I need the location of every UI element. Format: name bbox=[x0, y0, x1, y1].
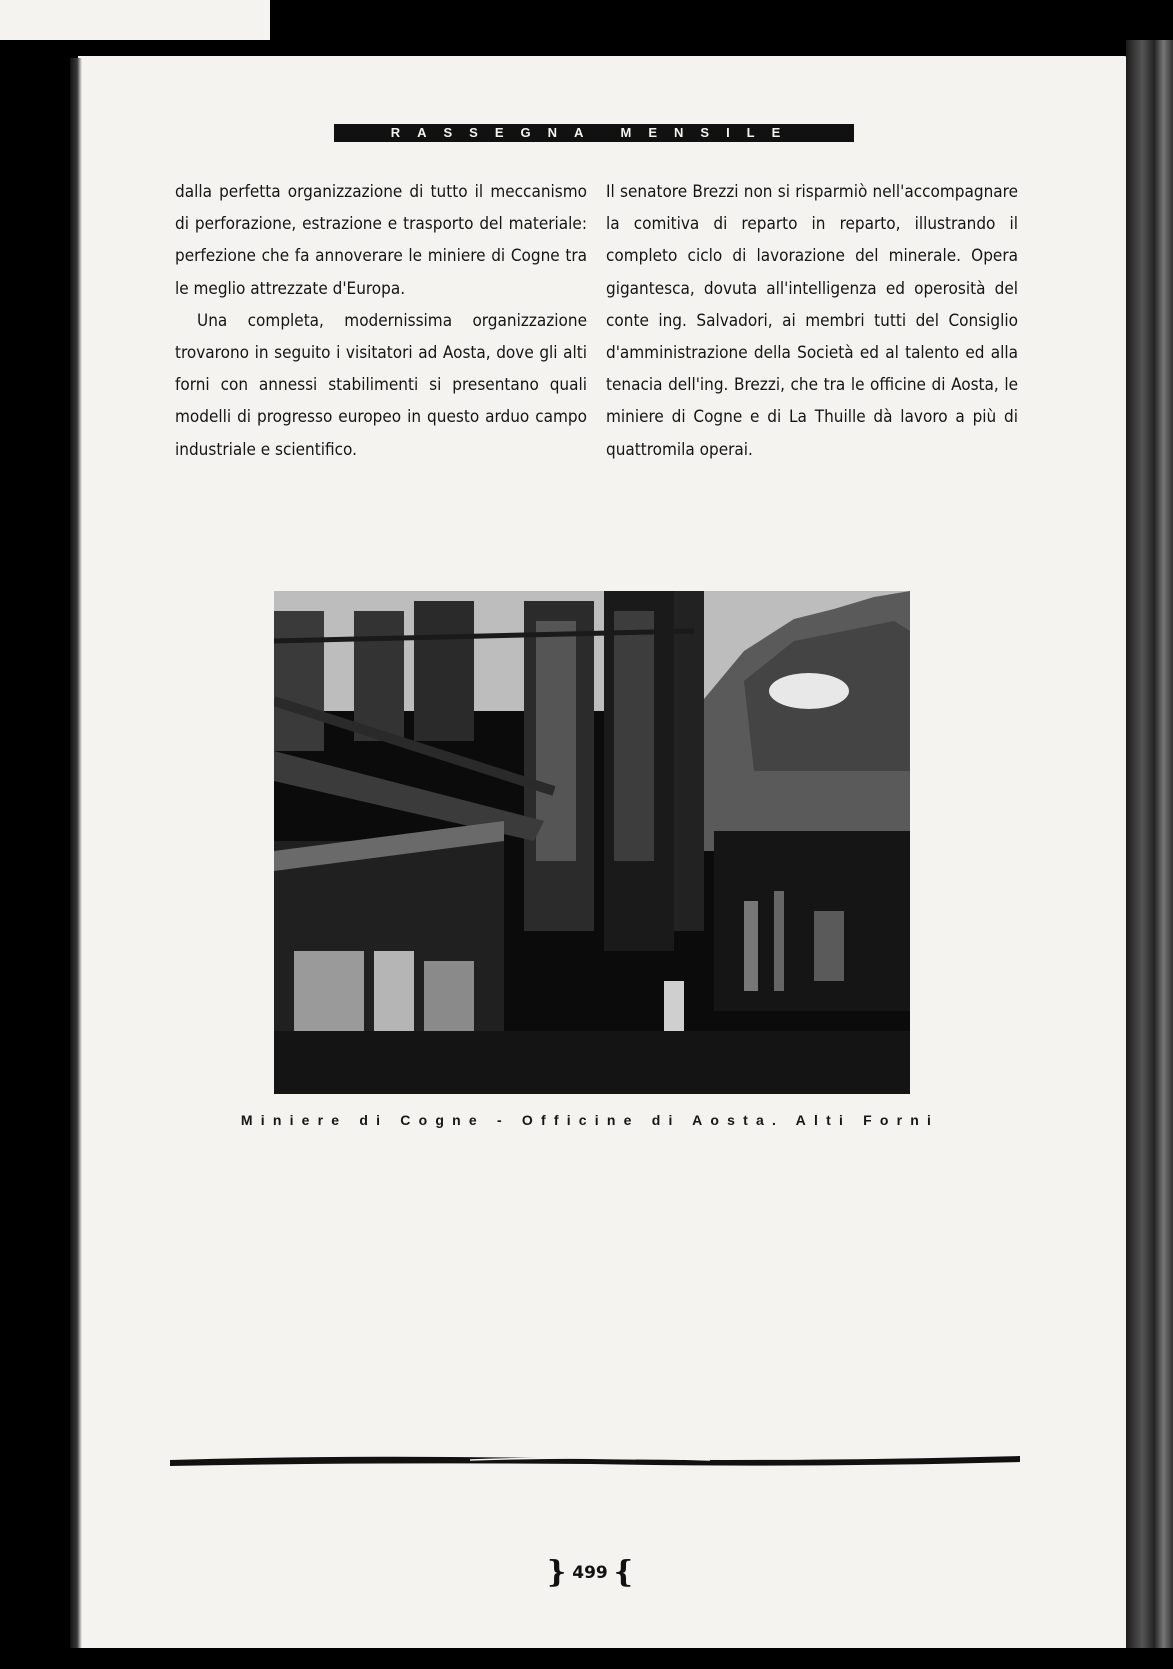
text-column-right bbox=[606, 176, 1018, 466]
paragraph: Una completa, modernissima organizzazione trovarono in seguito i visitatori ad Aosta, dove gli alti forni con annessi stabilimenti si presentano quali modelli di progresso europeo in questo arduo campo industriale e scientifico. bbox=[175, 310, 587, 460]
binding-shadow bbox=[70, 58, 82, 1658]
text-column-left bbox=[175, 176, 587, 466]
brace-left: } bbox=[546, 1555, 567, 1590]
page-number-value: 499 bbox=[572, 1562, 608, 1583]
photo-illustration bbox=[274, 591, 910, 1094]
page-number bbox=[520, 1555, 660, 1590]
paragraph: Il senatore Brezzi non si risparmiò nell'accompagnare la comitiva di reparto in reparto, illustrando il completo ciclo di lavorazione del minerale. Opera gigantesca, dovuta all'intelligenza ed operosità del conte ing. Salvadori, ai membri tutti del Consiglio d'amministrazione della Società ed al talento ed alla tenacia dell'ing. Brezzi, che tra le officine di Aosta, le miniere di Cogne e di La Thuille dà lavoro a più di quattromila operai. bbox=[606, 182, 1018, 460]
paragraph: dalla perfetta organizzazione di tutto il meccanismo di perforazione, estrazione e trasporto del materiale: perfezione che fa annoverare le miniere di Cogne tra le meglio attrezzate d'Europa. bbox=[175, 182, 587, 299]
brace-right: { bbox=[613, 1555, 634, 1590]
decorative-rule bbox=[170, 1450, 1020, 1470]
scan-top-notch bbox=[0, 0, 270, 40]
running-head: RASSEGNA MENSILE bbox=[334, 124, 854, 142]
book-edge bbox=[1126, 40, 1173, 1669]
blast-furnace-photo bbox=[274, 591, 910, 1094]
scan-bottom-border bbox=[0, 1648, 1173, 1669]
photo-caption: Miniere di Cogne - Officine di Aosta. Alti Forni bbox=[240, 1112, 940, 1128]
